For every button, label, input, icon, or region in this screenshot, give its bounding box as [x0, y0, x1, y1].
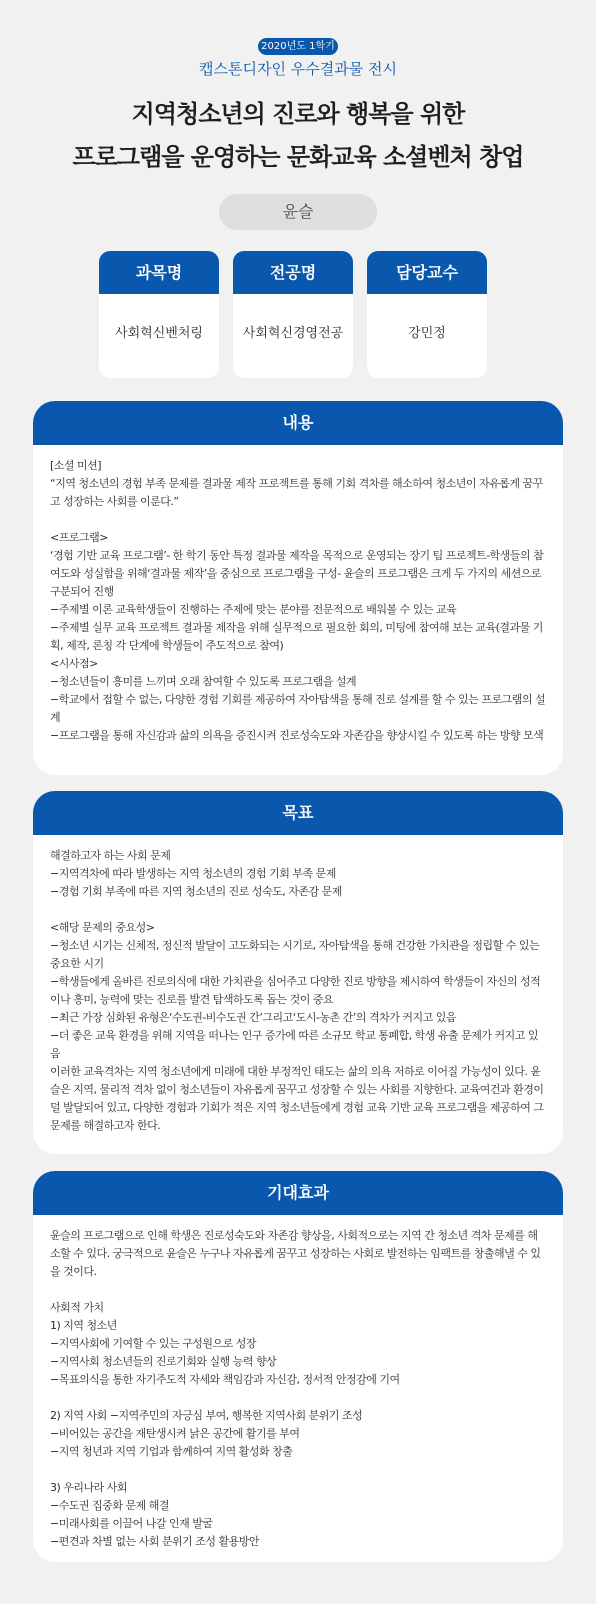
info-card-course [99, 251, 219, 378]
team-name-pill: 윤슬 [219, 194, 377, 230]
page-title [0, 93, 596, 179]
page-title-line-2: 프로그램을 운영하는 문화교육 소셜벤처 창업 [72, 143, 524, 171]
page-title-line-1: 지역청소년의 진로와 행복을 위한 [131, 100, 465, 128]
info-card-course-label: 과목명 [99, 251, 219, 294]
info-card-professor-label: 담당교수 [367, 251, 487, 294]
info-card-professor-value: 강민정 [408, 326, 446, 341]
info-card-major-value: 사회혁신경영전공 [242, 326, 344, 341]
info-card-professor [367, 251, 487, 378]
exhibit-title: 캡스톤디자인 우수결과물 전시 [199, 60, 397, 78]
section-goal-title: 목표 [33, 791, 563, 835]
semester-badge: 2020년도 1학기 [258, 38, 338, 55]
section-effect-title: 기대효과 [33, 1171, 563, 1215]
section-content-body: [소셜 미션] “지역 청소년의 경험 부족 문제를 결과물 제작 프로젝트를 통해 기회 격차를 해소하여 청소년이 자유롭게 꿈꾸고 성장하는 사회를 이룬다.” <프로그램> ‘경험 기반 교육 프로그램’- 한 학기 동안 특정 결과물 제작을 목적으로 운영되는 장기 팀 프로젝트-학생들의 참여도와 성실함을 위해‘결과물 제작’을 중심으로 프로그램을 구성- 윤슬의 프로그램은 크게 두 가지의 세션으로 구분되어 진행 −주제별 이론 교육학생들이 진행하는 주제에 맞는 분야를 전문적으로 배워볼 수 있는 교육 −주제별 실무 교육 프로젝트 결과물 제작을 위해 실무적으로 필요한 회의, 미팅에 참여해 보는 교육(결과물 기획, 제작, 론칭 각 단계에 학생들이 주도적으로 참여) <시사점> −청소년들이 흥미를 느끼며 오래 참여할 수 있도록 프로그램을 설계 −학교에서 접할 수 없는, 다양한 경험 기회를 제공하여 자아탐색을 통해 진로 설계를 할 수 있는 프로그램의 설계 −프로그램을 통해 자신감과 삶의 의욕을 증진시켜 진로성숙도와 자존감을 향상시킬 수 있도록 하는 방향 모색 [50, 459, 546, 742]
section-effect-body: 윤슬의 프로그램으로 인해 학생은 진로성숙도와 자존감 향상을, 사회적으로는 지역 간 청소년 격차 문제를 해소할 수 있다. 궁극적으로 윤슬은 누구나 자유롭게 꿈꾸고 성장하는 사회로 발전하는 임팩트를 창출해낼 수 있을 것이다. 사회적 가치 1) 지역 청소년 −지역사회에 기여할 수 있는 구성원으로 성장 −지역사회 청소년들의 진로기회와 실행 능력 향상 −목표의식을 통한 자기주도적 자세와 책임감과 자신감, 정서적 안정감에 기여 2) 지역 사회 −지역주민의 자긍심 부여, 행복한 지역사회 분위기 조성 −비어있는 공간을 재탄생시켜 낡은 공간에 활기를 부여 −지역 청년과 지역 기업과 함께하여 지역 활성화 창출 3) 우리나라 사회 −수도권 집중화 문제 해결 −미래사회를 이끌어 나갈 인재 발굴 −편견과 차별 없는 사회 분위기 조성 활용방안 [50, 1229, 541, 1548]
section-content-title: 내용 [33, 401, 563, 445]
section-goal [33, 791, 563, 1154]
info-card-course-value: 사회혁신벤처링 [115, 326, 203, 341]
section-content [33, 401, 563, 775]
info-card-major [233, 251, 353, 378]
section-effect [33, 1171, 563, 1562]
section-goal-body: 해결하고자 하는 사회 문제 −지역격차에 따라 발생하는 지역 청소년의 경험 기회 부족 문제 −경험 기회 부족에 따른 지역 청소년의 진로 성숙도, 자존감 문제 <해당 문제의 중요성> −청소년 시기는 신체적, 정신적 발달이 고도화되는 시기로, 자아탐색을 통해 건강한 가치관을 정립할 수 있는 중요한 시기 −학생들에게 올바른 진로의식에 대한 가치관을 심어주고 다양한 진로 방향을 제시하여 학생들이 자신의 성적이나 흥미, 능력에 맞는 진로를 발견 탐색하도록 돕는 것이 중요 −최근 가장 심화된 유형은‘수도권-비수도권 간’그리고‘도시-농촌 간’의 격차가 커지고 있음 −더 좋은 교육 환경을 위해 지역을 떠나는 인구 증가에 따른 소규모 학교 통폐합, 학생 유출 문제가 커지고 있음 이러한 교육격차는 지역 청소년에게 미래에 대한 부정적인 태도는 삶의 의욕 저하로 이어질 가능성이 있다. 윤슬은 지역, 물리적 격차 없이 청소년들이 자유롭게 꿈꾸고 성장할 수 있는 사회를 지향한다. 교육여건과 환경이 덜 발달되어 있고, 다양한 경험과 기회가 적은 지역 청소년들에게 경험 교육 기반 교육 프로그램을 제공하여 그 문제를 해결하고자 한다. [50, 849, 544, 1132]
info-card-major-label: 전공명 [233, 251, 353, 294]
